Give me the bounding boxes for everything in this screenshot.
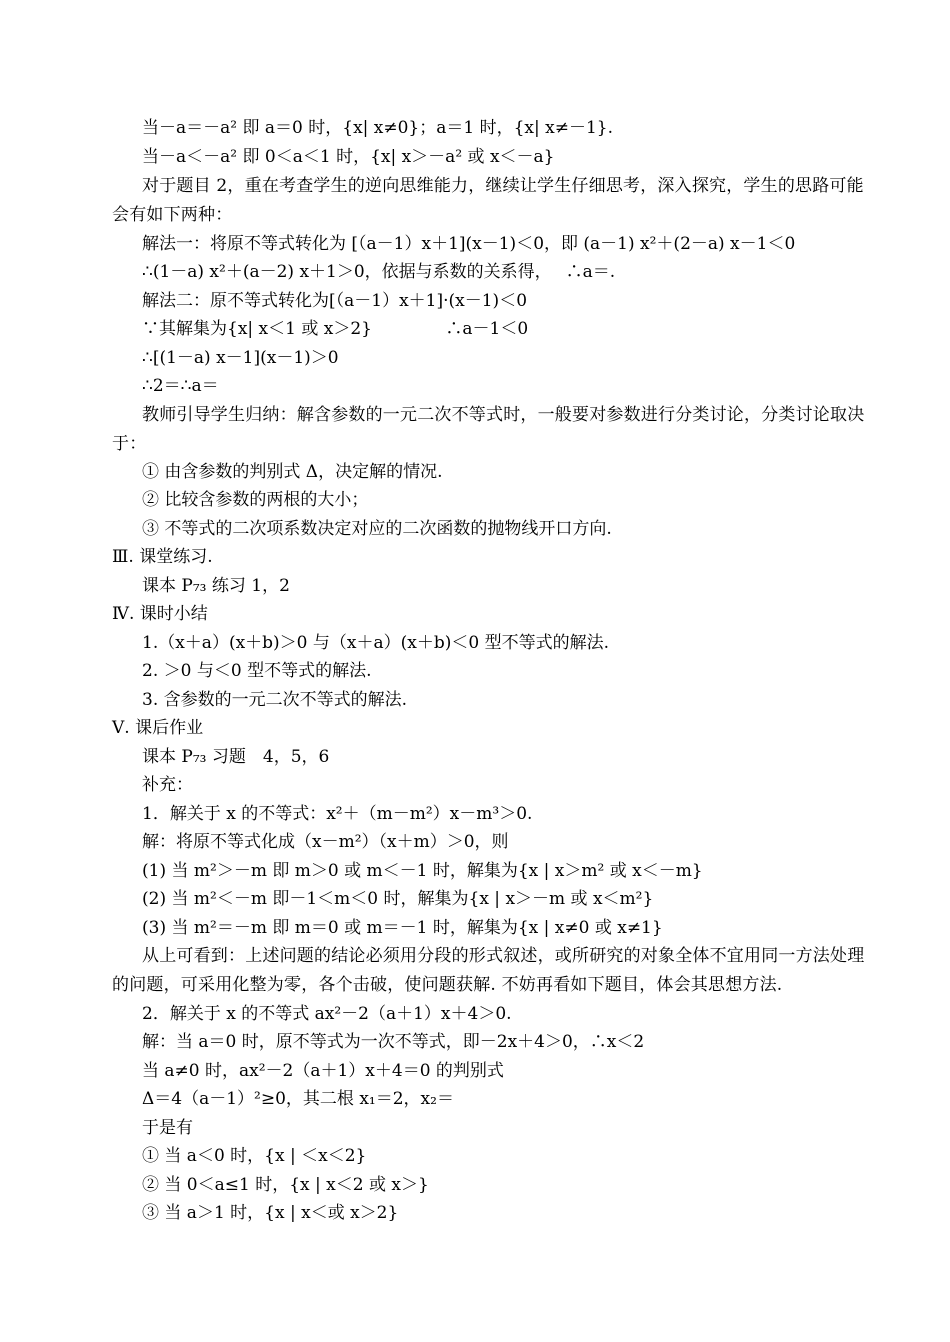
paragraph: 对于题目 2，重在考查学生的逆向思维能力，继续让学生仔细思考，深入探究，学生的思路可能会有如下两种： <box>112 176 864 225</box>
text-line: ∴[(1－a) x－1](x－1)＞0 <box>142 348 339 368</box>
text-line: 解：将原不等式化成（x－m²）（x＋m）＞0，则 <box>142 832 509 852</box>
text-line: 于是有 <box>142 1118 193 1138</box>
list-item: 2. ＞0 与＜0 型不等式的解法. <box>142 661 372 681</box>
text-line: 解法一：将原不等式转化为 [（a－1）x＋1](x－1)＜0，即 (a－1) x²＋(2－a) x－1＜0 <box>142 234 796 254</box>
text-line: Δ＝4（a－1）²≥0，其二根 x₁＝2，x₂＝ <box>142 1089 454 1109</box>
text-line: 课本 P₇₃ 练习 1，2 <box>142 576 290 596</box>
text-line: 当－a＜－a² 即 0＜a＜1 时，{x| x＞－a² 或 x＜－a} <box>142 147 555 167</box>
text-line: 解法二：原不等式转化为[（a－1）x＋1]·(x－1)＜0 <box>142 291 528 311</box>
text-line: (1) 当 m²＞－m 即 m＞0 或 m＜－1 时，解集为{x | x＞m² 或 x＜－m} <box>142 861 703 881</box>
text-line: ∵其解集为{x| x＜1 或 x＞2} ∴a－1＜0 <box>142 319 529 339</box>
list-item: ① 由含参数的判别式 Δ，决定解的情况. <box>142 462 443 482</box>
list-item: ② 比较含参数的两根的大小； <box>142 490 369 510</box>
list-item: ① 当 a＜0 时，{x | ＜x＜2} <box>142 1146 367 1166</box>
paragraph: 从上可看到：上述问题的结论必须用分段的形式叙述，或所研究的对象全体不宜用同一方法处理的问题，可采用化整为零，各个击破，使问题获解. 不妨再看如下题目，体会其思想方法. <box>112 946 865 995</box>
text-line: (2) 当 m²＜－m 即－1＜m＜0 时，解集为{x | x＞－m 或 x＜m²} <box>142 889 654 909</box>
text-line: 当 a≠0 时，ax²－2（a＋1）x＋4＝0 的判别式 <box>142 1061 504 1081</box>
text-line: 2．解关于 x 的不等式 ax²－2（a＋1）x＋4＞0. <box>142 1004 512 1024</box>
list-item: 1.（x＋a）(x＋b)＞0 与（x＋a）(x＋b)＜0 型不等式的解法. <box>142 633 609 653</box>
text-line: ∴2＝∴a＝ <box>142 376 219 396</box>
text-line: (3) 当 m²＝－m 即 m＝0 或 m＝－1 时，解集为{x | x≠0 或 x≠1} <box>142 918 663 938</box>
section-heading: Ⅲ. 课堂练习. <box>112 547 213 567</box>
list-item: ③ 不等式的二次项系数决定对应的二次函数的抛物线开口方向. <box>142 519 612 539</box>
list-item: ③ 当 a＞1 时，{x | x＜或 x＞2} <box>142 1203 399 1223</box>
text-line: 解：当 a＝0 时，原不等式为一次不等式，即－2x＋4＞0，∴x＜2 <box>142 1032 645 1052</box>
section-heading: Ⅴ. 课后作业 <box>112 718 204 738</box>
text-line: 1．解关于 x 的不等式：x²＋（m－m²）x－m³＞0. <box>142 804 533 824</box>
text-line: 当－a＝－a² 即 a＝0 时，{x| x≠0}；a＝1 时，{x| x≠－1}. <box>142 118 614 138</box>
text-line: 补充： <box>142 775 193 795</box>
section-heading: Ⅳ. 课时小结 <box>112 604 208 624</box>
paragraph: 教师引导学生归纳：解含参数的一元二次不等式时，一般要对参数进行分类讨论，分类讨论取决于： <box>112 405 865 454</box>
text-line: 课本 P₇₃ 习题 4，5，6 <box>142 747 330 767</box>
text-line: ∴(1－a) x²＋(a－2) x＋1＞0，依据与系数的关系得， ∴a＝. <box>142 262 616 282</box>
list-item: ② 当 0＜a≤1 时，{x | x＜2 或 x＞} <box>142 1175 429 1195</box>
list-item: 3. 含参数的一元二次不等式的解法. <box>142 690 408 710</box>
